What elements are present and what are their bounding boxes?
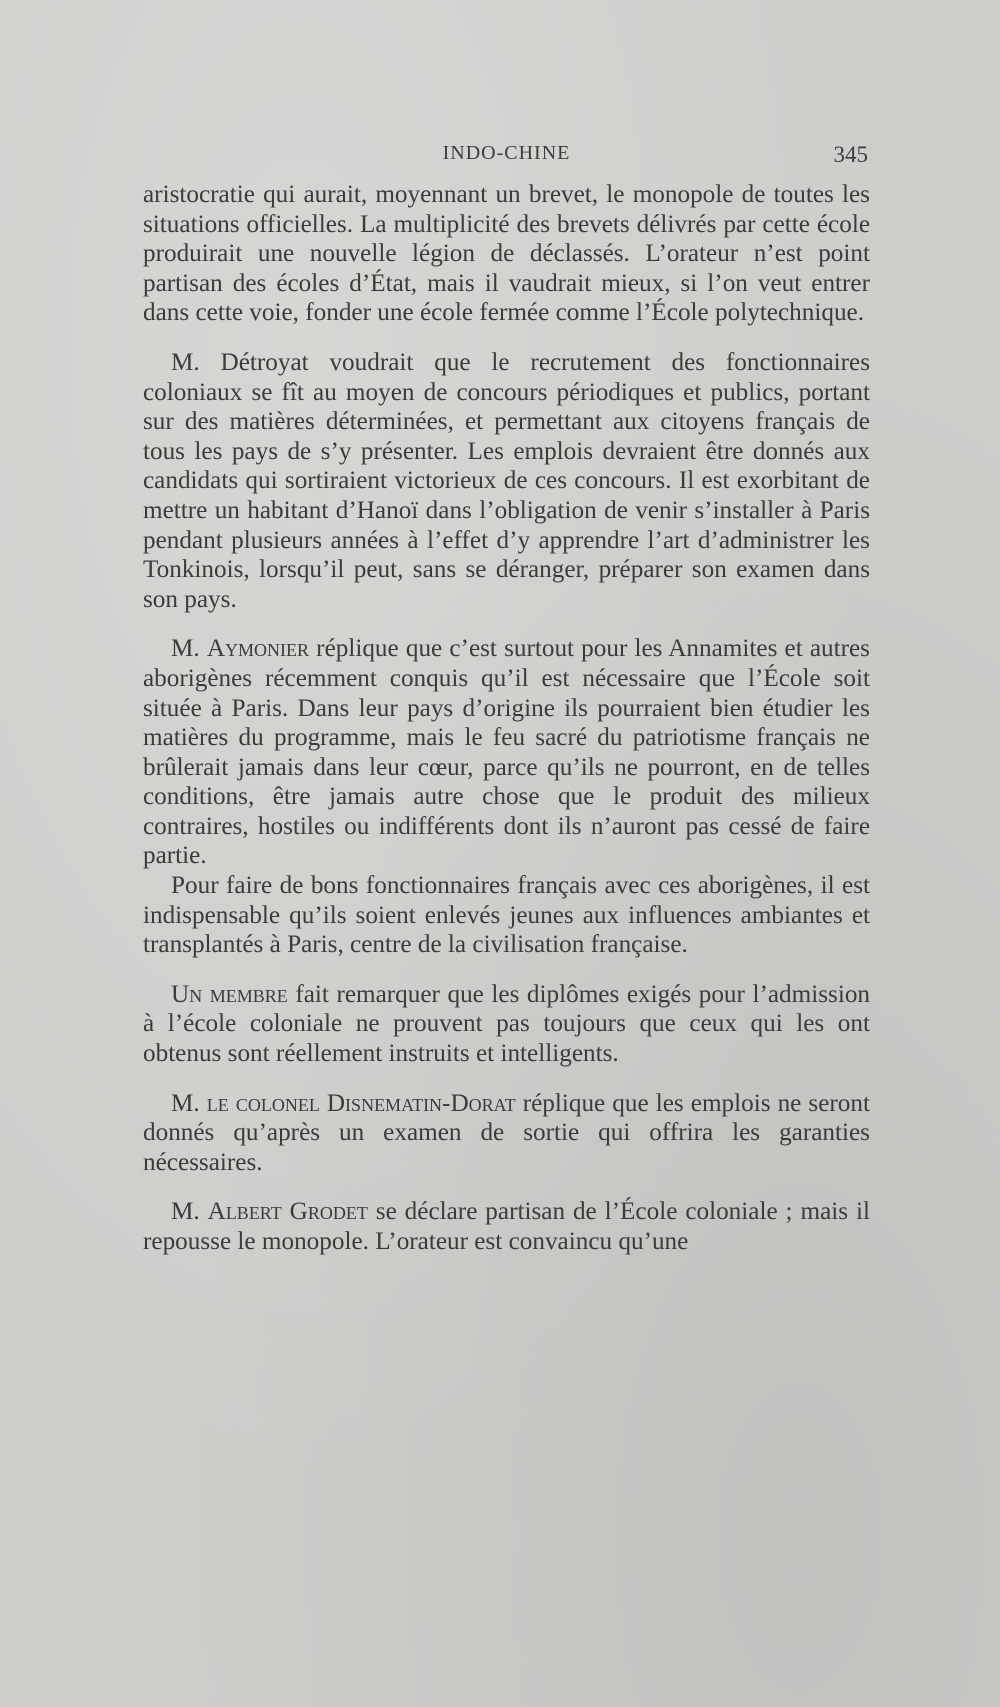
running-title: INDO-CHINE (442, 142, 571, 164)
paragraph-text: réplique que c’est surtout pour les Annamites et autres aborigènes récemment conquis qu’il est nécessaire que l’École soit située à Paris. Dans leur pays d’origine ils pourraient bien étudier les matières du programme, mais le feu sacré du patriotisme français ne brûlerait jamais dans leur cœur, parce qu’ils ne pourront, en de telles conditions, être jamais autre chose que le produit des milieux contraires, hostiles ou indifférents dont ils n’auront pas cessé de faire partie. (143, 635, 870, 870)
speaker-name: le colonel Disnematin-Dorat (206, 1089, 516, 1117)
paragraph-text: fait remarquer que les diplômes exigés pour l’admission à l’école coloniale ne prouvent pas toujours que ceux qui les ont obtenus sont réellement instruits et intelligents. (143, 980, 871, 1068)
paragraph-text: voudrait que le recrutement des fonctionnaires coloniaux se fît au moyen de concours périodiques et publics, portant sur des matières déterminées, et permettant aux citoyens français de tous les pays de s’y présenter. Les emplois devraient être donnés aux candidats qui sortiraient victorieux de ces concours. Il est exorbitant de mettre un habitant d’Hanoï dans l’obligation de venir s’installer à Paris pendant plusieurs années à l’effet d’y apprendre l’art d’administrer les Tonkinois, lorsqu’il peut, sans se déranger, préparer son examen dans son pays. (143, 348, 870, 613)
paragraph-grodet (143, 1197, 870, 1256)
paragraph-continuation (143, 180, 870, 328)
page-number: 345 (833, 142, 868, 167)
paragraph-text: Pour faire de bons fonctionnaires français avec ces aborigènes, il est indispensable qu’ils soient enlevés jeunes aux influences ambiantes et transplantés à Paris, centre de la civilisation française. (143, 872, 870, 959)
speaker-name: Albert Grodet (207, 1198, 368, 1226)
speaker-prefix: M. (171, 1198, 208, 1226)
speaker-prefix: M. (171, 635, 207, 663)
speaker-name: M. Détroyat (171, 348, 309, 376)
paragraph-text: aristocratie qui aurait, moyennant un brevet, le monopole de toutes les situations officielles. La multiplicité des brevets délivrés par cette école produirait une nouvelle légion de déclassés. L’orateur n’est point partisan des écoles d’État, mais il vaudrait mieux, si l’on veut entrer dans cette voie, fonder une école fermée comme l’École polytechnique. (143, 181, 870, 327)
body-text (143, 180, 870, 1257)
paragraph-detroyat (143, 348, 870, 614)
paragraph-text: réplique que les emplois ne seront donnés qu’après un examen de sortie qui offrira les garanties nécessaires. (143, 1089, 870, 1176)
paragraph-un-membre (143, 980, 870, 1069)
speaker-name: Aymonier (206, 635, 310, 663)
speaker-name: Un membre (171, 980, 288, 1008)
paragraph-text: se déclare partisan de l’École coloniale ; mais il repousse le monopole. L’orateur est convaincu qu’une (143, 1198, 870, 1255)
paragraph-disnematin-dorat (143, 1089, 870, 1178)
paragraph-aborigenes (143, 871, 870, 960)
paragraph-aymonier (143, 634, 870, 871)
speaker-prefix: M. (171, 1089, 207, 1117)
running-header (143, 142, 870, 172)
